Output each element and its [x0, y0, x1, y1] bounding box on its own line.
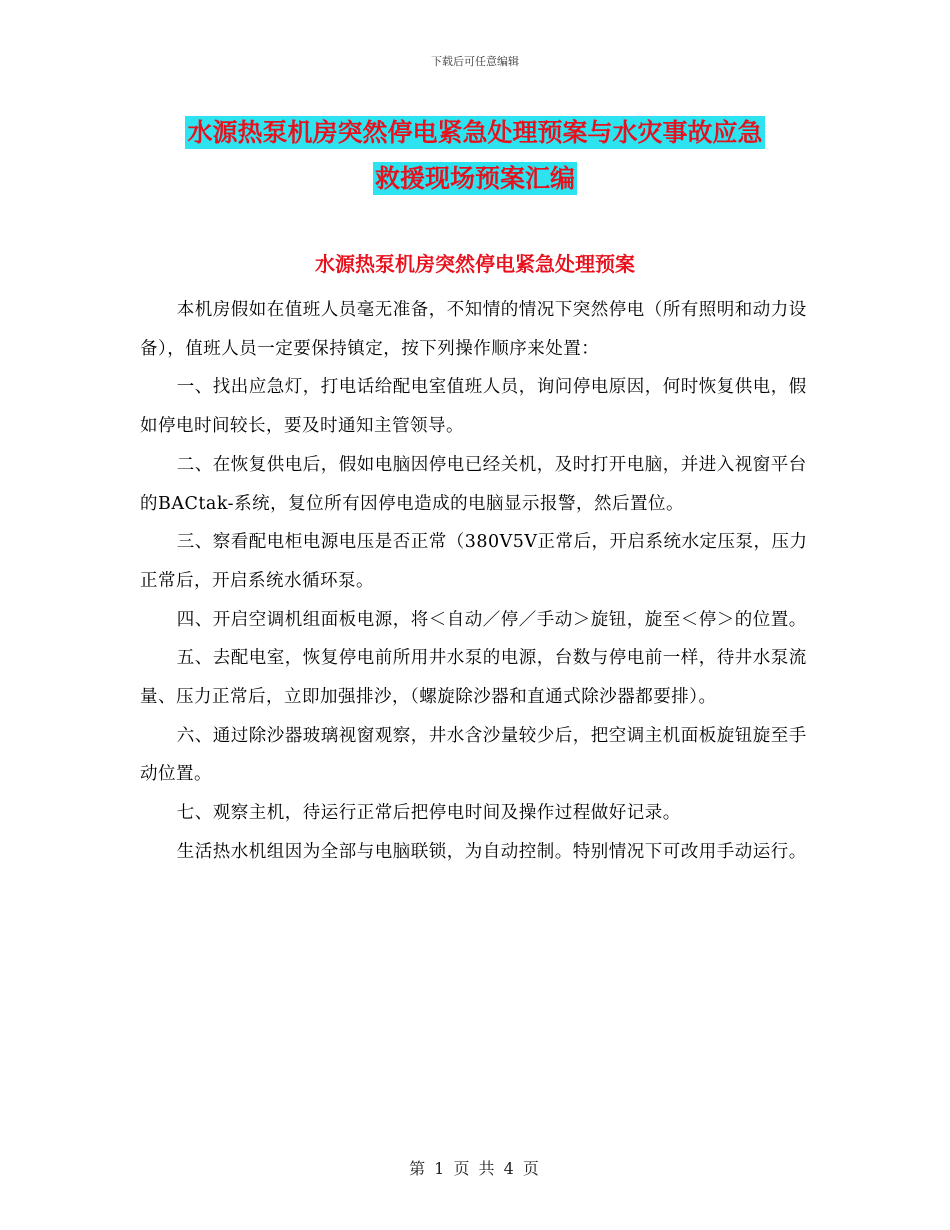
paragraph-step-7: 七、观察主机，待运行正常后把停电时间及操作过程做好记录。 [176, 803, 681, 824]
document-title-line-1: 水源热泵机房突然停电紧急处理预案与水灾事故应急 [187, 118, 763, 147]
paragraph-step-3: 三、察看配电柜电源电压是否正常（380V5V正常后，开启系统水定压泵，压力正常后，开启系统水循环泵。 [140, 532, 808, 591]
paragraph-step-4: 四、开启空调机组面板电源，将＜自动／停／手动＞旋钮，旋至＜停＞的位置。 [176, 609, 807, 630]
paragraph-step-6: 六、通过除沙器玻璃视窗观察，井水含沙量较少后，把空调主机面板旋钮旋至手动位置。 [140, 725, 807, 785]
section-title: 水源热泵机房突然停电紧急处理预案 [315, 252, 635, 276]
body-text [140, 291, 808, 872]
document-title [0, 110, 950, 202]
paragraph-hot-water: 生活热水机组因为全部与电脑联锁，为自动控制。特别情况下可改用手动运行。 [176, 841, 807, 862]
paragraph-intro: 本机房假如在值班人员毫无准备，不知情的情况下突然停电（所有照明和动力设备），值班人员一定要保持镇定，按下列操作顺序来处置： [140, 300, 807, 359]
header-note: 下载后可任意编辑 [431, 55, 519, 68]
document-title-line-2: 救援现场预案汇编 [374, 164, 575, 193]
paragraph-step-1: 一、找出应急灯，打电话给配电室值班人员，询问停电原因，何时恢复供电，假如停电时间较长，要及时通知主管领导。 [140, 377, 807, 437]
page-number: 第 1 页 共 4 页 [409, 1159, 541, 1178]
paragraph-step-5: 五、去配电室，恢复停电前所用井水泵的电源，台数与停电前一样，待井水泵流量、压力正常后，立即加强排沙，（螺旋除沙器和直通式除沙器都要排）。 [140, 648, 807, 708]
paragraph-step-2: 二、在恢复供电后，假如电脑因停电已经关机，及时打开电脑，并进入视窗平台的BACtak-系统，复位所有因停电造成的电脑显示报警，然后置位。 [140, 454, 807, 514]
